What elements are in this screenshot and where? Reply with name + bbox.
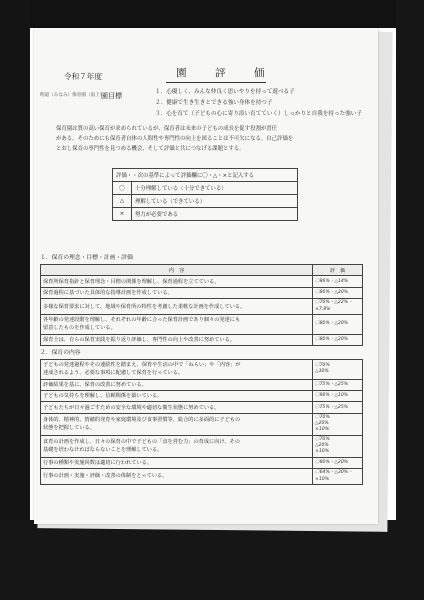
row-evaluation: 〇75%・△25% (313, 402, 363, 413)
row-content: 子どもたちが日々過ごすための安全な環境や適切な衛生状態に努めている。 (41, 402, 313, 413)
intro-line: とおし保育の専門性を見つめる機会、そして評価と共につなげる課題とする。 (56, 146, 245, 152)
row-evaluation: 〇70% △20% ×10% (313, 435, 363, 457)
criteria-table (112, 168, 298, 221)
background-edge-top (0, 0, 424, 28)
row-content: 各年齢の発達段階を理解し、それぞれの年齢に合った保育計画であり個々の発達にも 留意したものを作成している。 (41, 315, 313, 335)
row-content: 行事の種類や実施回数は適切に行われている。 (41, 457, 313, 468)
row-evaluation: 〇80%・△20% (313, 287, 363, 298)
criteria-symbol: △ (113, 195, 132, 208)
row-evaluation: 〇86%・△14% (313, 276, 363, 287)
table-row (41, 390, 363, 401)
table-row (41, 334, 363, 345)
intro-line: がある。そのためにも保育者自体の人間性や専門性の向上を図ることは不可欠になる。自己評価を (56, 136, 294, 142)
title-underline (166, 82, 266, 83)
row-content: 行事の計画・実施・評価・改善の体制をとっている。 (41, 469, 313, 485)
row-content: 評価結果を基に、保育の改善に努めている。 (41, 379, 313, 390)
table-row (41, 457, 363, 468)
row-evaluation: 〇64%・△30%・×10% (313, 469, 363, 485)
column-header-eval: 評 価 (313, 265, 363, 276)
row-content: 保育過程に基づいた具体的な指導計画を作成している。 (41, 287, 313, 298)
row-evaluation: 〇70% △30% (313, 360, 363, 380)
evaluation-document (34, 28, 378, 524)
section-2-table (40, 359, 363, 485)
intro-line: 保育園は質の高い保育が求められているが、保育者は未来の子どもの成長を促す役割が責任 (56, 126, 278, 132)
table-row (41, 315, 363, 335)
table-row (41, 435, 363, 457)
goal-item: １．心優しく、みんな仲良く思いやりを持って遊べる子 (155, 89, 295, 95)
row-evaluation: 〇80%・△20% (313, 457, 363, 468)
section-2-title: ２．保育の内容 (40, 350, 81, 356)
row-evaluation: 〇70% △20% ×10% (313, 413, 363, 435)
row-evaluation: 〇80%・△20% (313, 315, 363, 335)
table-row (41, 413, 363, 435)
table-row (41, 402, 363, 413)
section-1-title: １．保育の理念・目標・計画・評価 (40, 255, 133, 261)
criteria-heading: 評価・・次の基準によって評価欄に〇・△・×と記入する (113, 169, 298, 182)
row-content: 食育の計画を作成し、日々の保育の中で子どもの「食を営む力」の育成に向け、その 基礎を培わなければならないことを理解している。 (41, 435, 313, 457)
row-content: 子どもの発達過程やその連続性を踏まえ、保育や生活の中で「ねらい」や「内容」が 達成されるよう、必要な事項に配慮して保育を行っている。 (41, 360, 313, 380)
nursery-stamp: 明道（みなみ）保育園（南上） (40, 93, 105, 98)
criteria-text: 十分理解している（十分できている） (132, 182, 298, 195)
background-edge-right (396, 0, 424, 600)
document-title: 園 評 価 (176, 67, 274, 79)
goal-label: 園目標 (101, 92, 122, 100)
row-evaluation: 〇75%・△25% (313, 379, 363, 390)
background-edge-bottom (0, 520, 424, 600)
criteria-text: 努力が必要である (132, 208, 298, 221)
table-row (41, 287, 363, 298)
table-row (41, 276, 363, 287)
column-header-content: 内 容 (41, 265, 313, 276)
criteria-text: 理解している（できている） (132, 195, 298, 208)
row-content: 多様な保育要求に対して、地域や保育所の特性を考慮した柔軟な計画を作成している。 (41, 299, 313, 315)
goal-item: ３．心を育て（子どもの心に寄り添い育てていく）しっかりと自我を持った強い子 (155, 111, 362, 117)
table-row (41, 379, 363, 390)
table-row (41, 469, 363, 485)
goal-item: ２．健康で生き生きとできる強い身体を持つ子 (155, 100, 273, 106)
section-1-table (40, 264, 363, 346)
row-evaluation: 〇70%・△22%・×7.8% (313, 299, 363, 315)
row-content: 保育士は、自らの保育実践を振り返り評価し、専門性の向上や改善に努めている。 (41, 334, 313, 345)
row-content: 身体的、精神的、情緒的発育や家庭環境及び食事習慣等、総合的に多面的に子どもの 状態を把握している。 (41, 413, 313, 435)
row-evaluation: 〇80%・△20% (313, 334, 363, 345)
criteria-symbol: × (113, 208, 132, 221)
row-content: 保育所保育指針と保育理念・目標の関係を理解し、保育過程を立てている。 (41, 276, 313, 287)
row-evaluation: 〇90%・△10% (313, 390, 363, 401)
fiscal-year: 令和７年度 (64, 72, 102, 81)
table-row (41, 360, 363, 380)
row-content: 子どもの気持ちを理解し、信頼関係を築いている。 (41, 390, 313, 401)
background-edge-left (0, 0, 30, 600)
table-row (41, 299, 363, 315)
criteria-symbol: 〇 (113, 182, 132, 195)
